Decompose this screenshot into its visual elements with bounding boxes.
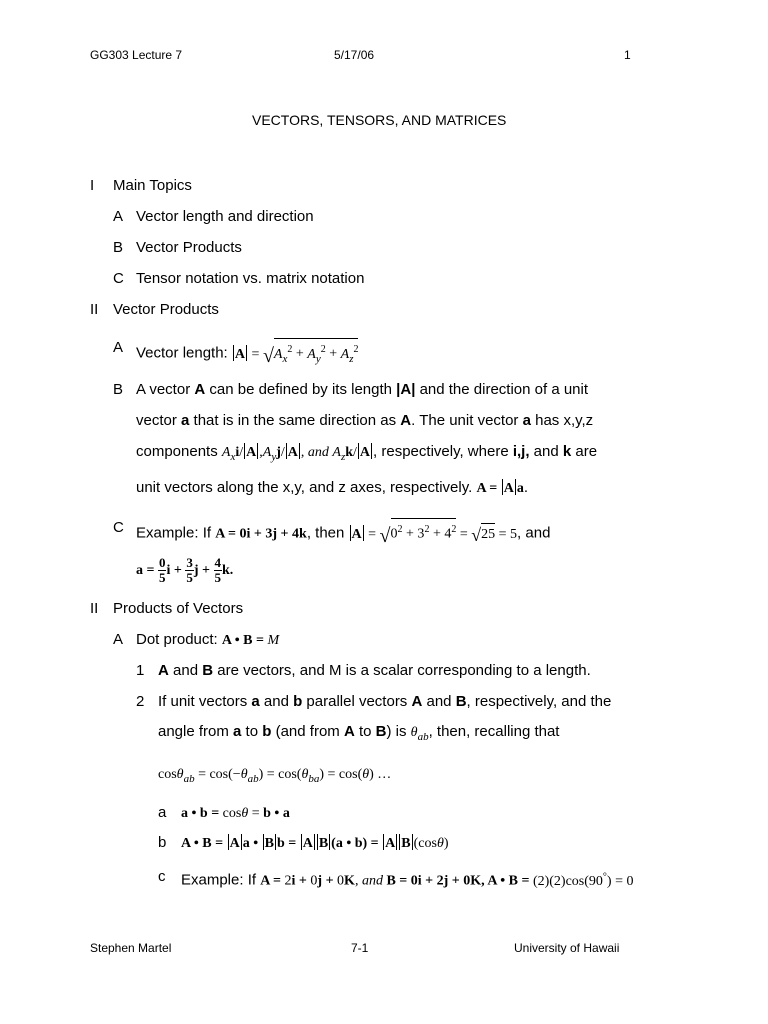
item-3a2-line-2: angle from a to b (and from A to B) is $\theta_{ab}$, then, recalling that (158, 723, 560, 743)
item-2b-line-1: A vector A can be defined by its length |A| and the direction of a unit (136, 381, 589, 398)
example-unit-vector-equation: a = $\frac{0}{5}$ i + $\frac{3}{5}$ j + $\frac{4}{5}$ k. (136, 554, 234, 585)
item-1c-label: C (113, 270, 124, 287)
example-vector-equation: A = 0i + 3j + 4k (215, 526, 307, 542)
section-2-title: Vector Products (113, 301, 219, 318)
item-2a-text: Vector length: (136, 344, 228, 362)
item-2b-line-3: components $A_xi/$ A $,A_yj/$ A , and $A_zk/$ A , respectively, where i,j, and k are (136, 443, 598, 463)
item-2c-line: Example: If A = 0i + 3j + 4k, then $A = √0^2 + 3^2 + 4^2 = √25 = 5$, and (136, 518, 550, 546)
section-1-number: I (90, 177, 95, 194)
vector-length-equation: $A = √A_x^2 + A_y^2 + A_z^2$ (232, 347, 359, 362)
item-1a-text: Vector length and direction (136, 208, 314, 225)
sub-c-line: Example: If A = 2i + 0j + 0K, and B = 0i + 2j + 0K, A • B = (2)(2)cos(90°) = 0 (181, 871, 634, 889)
item-2a-line (136, 338, 358, 368)
item-2a-label: A (113, 339, 124, 356)
item-1b-text: Vector Products (136, 239, 242, 256)
header-course: GG303 Lecture 7 (90, 48, 183, 62)
item-3a2-line-1: If unit vectors a and b parallel vectors A and B, respectively, and the (158, 693, 612, 710)
item-3a1-number: 1 (136, 662, 145, 679)
item-3a-line: Dot product: A • B = M (136, 631, 280, 648)
example-length-equation: $A = √0^2 + 3^2 + 4^2 = √25 = 5$ (349, 527, 518, 542)
sub-c-label: c (158, 868, 166, 885)
section-3-number: II (90, 600, 99, 617)
item-2b-label: B (113, 381, 124, 398)
item-2b-line-4: unit vectors along the x,y, and z axes, respectively. A = A a. (136, 479, 529, 496)
header-date: 5/17/06 (334, 48, 375, 62)
vector-decomposition-equation: A = A a (476, 481, 524, 496)
example-dot-product-equation: A = (260, 873, 285, 889)
cosine-identity-equation: $\cos\theta_{ab} = \cos(-\theta_{ab}) = \cos(\theta_{ba}) = \cos(\theta)$ … (158, 767, 392, 785)
document-title: VECTORS, TENSORS, AND MATRICES (252, 112, 507, 128)
item-1a-label: A (113, 208, 124, 225)
section-1-title: Main Topics (113, 177, 192, 194)
item-3a2-number: 2 (136, 693, 145, 710)
item-3a-label: A (113, 631, 124, 648)
item-1c-text: Tensor notation vs. matrix notation (136, 270, 365, 287)
footer-institution: University of Hawaii (514, 941, 620, 955)
item-1b-label: B (113, 239, 124, 256)
footer-author: Stephen Martel (90, 941, 172, 955)
theta-ab-symbol: $\theta_{ab}$ (410, 725, 429, 743)
sub-a-equation: a • b = cosθ = b • a (181, 806, 290, 821)
section-3-title: Products of Vectors (113, 600, 244, 617)
item-3a1-text: A and B are vectors, and M is a scalar corresponding to a length. (158, 662, 591, 679)
sub-a-label: a (158, 804, 167, 821)
header-page-number: 1 (624, 48, 631, 62)
sub-b-equation: A • B = A a • B b = A B (a • b) = A B (cosθ) (181, 836, 449, 851)
unit-vector-components: $A_xi/$ A $,A_yj/$ A , and $A_zk/$ A (221, 445, 371, 463)
sub-b-label: b (158, 834, 167, 851)
item-2b-line-2: vector a that is in the same direction as A. The unit vector a has x,y,z (136, 412, 594, 429)
item-2c-label: C (113, 519, 124, 536)
footer-page-number: 7-1 (351, 941, 369, 955)
dot-product-equation: A • B = M (221, 633, 280, 648)
section-2-number: II (90, 301, 99, 318)
